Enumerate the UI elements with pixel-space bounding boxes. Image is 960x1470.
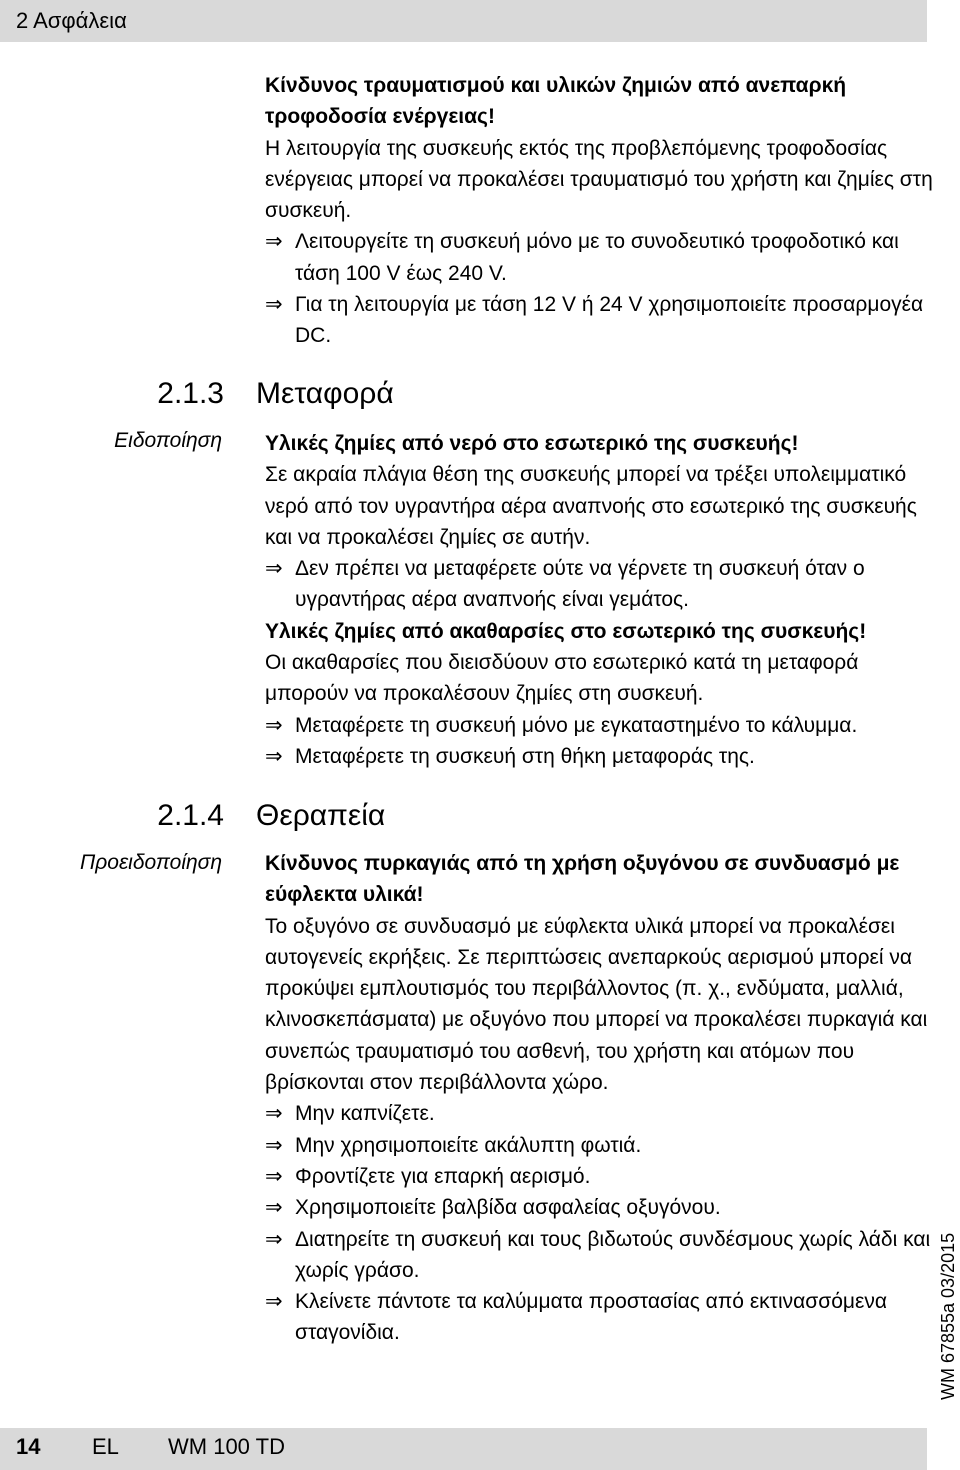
arrow-right-icon: ⇒	[265, 1290, 283, 1314]
power-warning-text: Η λειτουργία της συσκευής εκτός της προβλεπόμενης τροφοδοσίας ενέργειας μπορεί να προκαλέσει τραυματισμό του χρήστη και ζημίες στη συσκευή.	[265, 136, 933, 223]
arrow-right-icon: ⇒	[265, 713, 283, 737]
list-item-text: Διατηρείτε τη συσκευή και τους βιδωτούς συνδέσμους χωρίς λάδι και χωρίς γράσο.	[295, 1227, 931, 1282]
power-warning-block	[265, 70, 933, 352]
list-item-text: Μεταφέρετε τη συσκευή στη θήκη μεταφοράς της.	[295, 744, 755, 768]
header-bar	[0, 0, 927, 42]
language-code: EL	[92, 1434, 119, 1459]
section-number: 2.1.3	[157, 377, 224, 410]
list-item-text: Χρησιμοποιείτε βαλβίδα ασφαλείας οξυγόνου.	[295, 1196, 721, 1220]
arrow-right-icon: ⇒	[265, 230, 283, 254]
arrow-right-icon: ⇒	[265, 1227, 283, 1251]
list-item	[265, 289, 933, 352]
list-item-text: Κλείνετε πάντοτε τα καλύμματα προστασίας από εκτινασσόμενα σταγονίδια.	[295, 1290, 887, 1345]
arrow-right-icon: ⇒	[265, 1102, 283, 1126]
dirt-damage-title: Υλικές ζημίες από ακαθαρσίες στο εσωτερικό της συσκευής!	[265, 619, 867, 643]
fire-warning-title: Κίνδυνος πυρκαγιάς από τη χρήση οξυγόνου σε συνδυασμό με εύφλεκτα υλικά!	[265, 852, 900, 907]
section-title: Μεταφορά	[256, 377, 394, 410]
warning-label: Προειδοποίηση	[80, 851, 222, 874]
water-damage-title: Υλικές ζημίες από νερό στο εσωτερικό της συσκευής!	[265, 432, 799, 455]
list-item	[265, 1224, 933, 1287]
list-item	[265, 741, 933, 772]
water-damage-text: Σε ακραία πλάγια θέση της συσκευής μπορεί να τρέξει υπολειμματικό νερό από τον υγραντήρα αέρα αναπνοής στο εσωτερικό της συσκευής και να προκαλέσει ζημίες σε αυτήν.	[265, 463, 917, 549]
list-item	[265, 226, 933, 289]
list-item	[265, 1286, 933, 1349]
list-item	[265, 710, 933, 741]
transport-block	[265, 428, 933, 772]
list-item	[265, 1130, 933, 1161]
chapter-title: 2 Ασφάλεια	[16, 8, 127, 33]
list-item-text: Φροντίζετε για επαρκή αερισμό.	[295, 1164, 591, 1188]
section-title: Θεραπεία	[256, 799, 386, 832]
list-item-text: Μην χρησιμοποιείτε ακάλυπτη φωτιά.	[295, 1133, 642, 1157]
device-model: WM 100 TD	[168, 1434, 285, 1459]
notice-label: Ειδοποίηση	[114, 429, 222, 452]
page-number: 14	[16, 1434, 41, 1459]
list-item	[265, 1161, 933, 1192]
therapy-block	[265, 848, 933, 1349]
list-item-text: Δεν πρέπει να μεταφέρετε ούτε να γέρνετε τη συσκευή όταν ο υγραντήρας αέρα αναπνοής είναι γεμάτος.	[295, 557, 865, 612]
power-warning-title: Κίνδυνος τραυματισμού και υλικών ζημιών από ανεπαρκή τροφοδοσία ενέργειας!	[265, 74, 847, 129]
list-item	[265, 553, 933, 616]
arrow-right-icon: ⇒	[265, 1164, 283, 1188]
arrow-right-icon: ⇒	[265, 1196, 283, 1220]
arrow-right-icon: ⇒	[265, 293, 283, 317]
arrow-right-icon: ⇒	[265, 557, 283, 581]
list-item-text: Λειτουργείτε τη συσκευή μόνο με το συνοδευτικό τροφοδοτικό και τάση 100 V έως 240 V.	[295, 230, 899, 285]
arrow-right-icon: ⇒	[265, 744, 283, 768]
list-item-text: Μην καπνίζετε.	[295, 1102, 435, 1126]
section-number: 2.1.4	[157, 799, 224, 832]
list-item-text: Μεταφέρετε τη συσκευή μόνο με εγκαταστημένο το κάλυμμα.	[295, 713, 858, 737]
list-item-text: Για τη λειτουργία με τάση 12 V ή 24 V χρησιμοποιείτε προσαρμογέα DC.	[295, 293, 924, 348]
dirt-damage-text: Οι ακαθαρσίες που διεισδύουν στο εσωτερικό κατά τη μεταφορά μπορούν να προκαλέσουν ζημίες στη συσκευή.	[265, 651, 859, 706]
list-item	[265, 1192, 933, 1223]
fire-warning-text: Το οξυγόνο σε συνδυασμό με εύφλεκτα υλικά μπορεί να προκαλέσει αυτογενείς εκρήξεις. Σε περιπτώσεις ανεπαρκούς αερισμού μπορεί να προκύψει εμπλουτισμός του περιβάλλοντος (π. χ., ενδύματα, μαλλιά, κλινοσκεπάσματα) με οξυγόνο που μπορεί να προκαλέσει πυρκαγιά και συνεπώς τραυματισμό του ασθενή, του χρήστη και ατόμων που βρίσκονται στον περιβάλλοντα χώρο.	[265, 914, 928, 1095]
arrow-right-icon: ⇒	[265, 1133, 283, 1157]
list-item	[265, 1098, 933, 1129]
document-code: WM 67855a 03/2015	[938, 1232, 958, 1400]
footer-bar	[0, 1428, 927, 1470]
